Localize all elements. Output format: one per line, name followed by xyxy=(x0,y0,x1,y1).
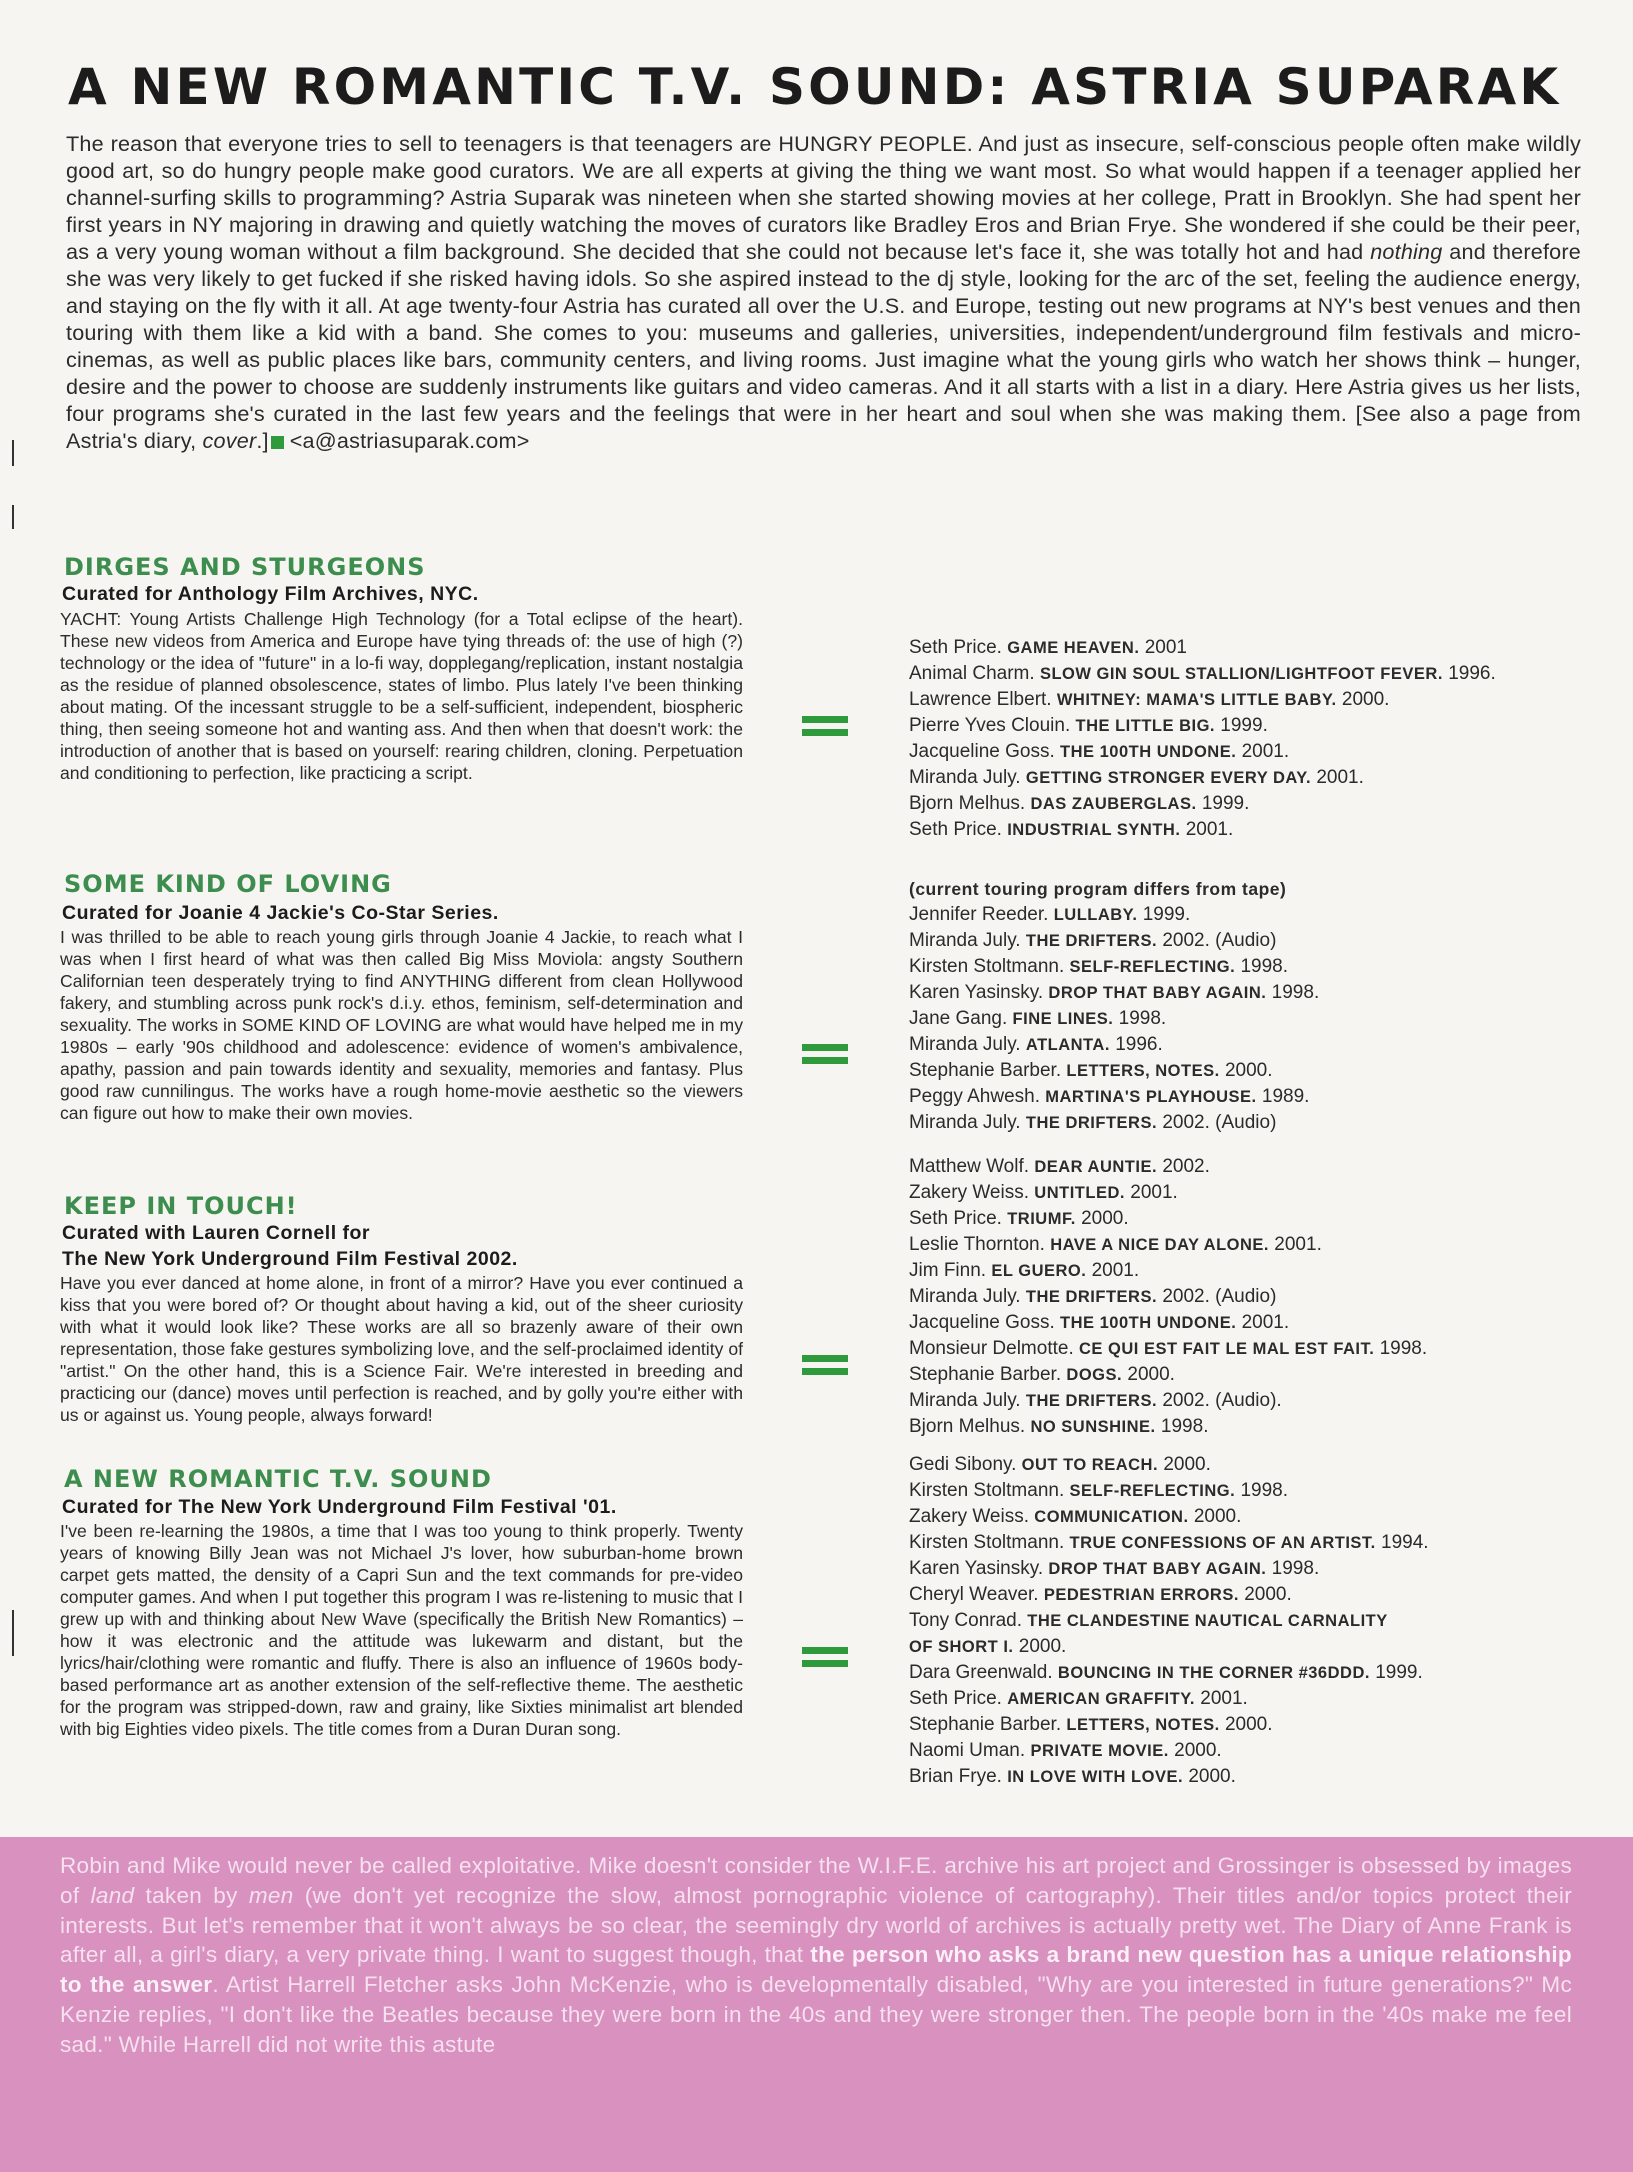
list-item: Miranda July. THE DRIFTERS. 2002. (Audio). xyxy=(909,1390,1282,1411)
list-item: Karen Yasinsky. DROP THAT BABY AGAIN. 1998. xyxy=(909,1558,1320,1579)
list-item: Kirsten Stoltmann. SELF-REFLECTING. 1998. xyxy=(909,956,1289,977)
section-subtitle: Curated with Lauren Cornell for xyxy=(62,1222,371,1244)
intro-emphasis-2: cover xyxy=(202,428,257,453)
list-item: Kirsten Stoltmann. TRUE CONFESSIONS OF AN ARTIST. 1994. xyxy=(909,1532,1429,1553)
list-item: OF SHORT I. 2000. xyxy=(909,1636,1067,1657)
margin-mark xyxy=(12,440,14,466)
list-item: Bjorn Melhus. DAS ZAUBERGLAS. 1999. xyxy=(909,793,1250,814)
list-item: Jacqueline Goss. THE 100TH UNDONE. 2001. xyxy=(909,741,1290,762)
list-note: (current touring program differs from tape) xyxy=(909,879,1287,899)
list-item: Miranda July. THE DRIFTERS. 2002. (Audio) xyxy=(909,930,1277,951)
footer-pink-band xyxy=(0,1837,1633,2172)
intro-emphasis-1: nothing xyxy=(1370,239,1443,264)
list-item: Jane Gang. FINE LINES. 1998. xyxy=(909,1008,1167,1029)
section-title: DIRGES AND STURGEONS xyxy=(64,553,426,581)
section-body: YACHT: Young Artists Challenge High Technology (for a Total eclipse of the heart). These new videos from America and Europe have tying threads of: the use of high (?) technology or the idea of "future" in a lo-fi way, dopplegang/replication, instant nostalgia as the residue of planned obsolescence, states of limbo. Plus lately I've been thinking about mating. Of the incessant struggle to be a self-sufficient, independent, biospheric thing, then seeing someone hot and wanting ass. And then when that doesn't work: the introduction of another that is based on yourself: rearing children, cloning. Perpetuation and conditioning to perfection, like practicing a script. xyxy=(60,609,743,783)
margin-mark xyxy=(12,505,14,529)
list-item: Seth Price. INDUSTRIAL SYNTH. 2001. xyxy=(909,819,1234,840)
list-item: Matthew Wolf. DEAR AUNTIE. 2002. xyxy=(909,1156,1210,1177)
list-item: Cheryl Weaver. PEDESTRIAN ERRORS. 2000. xyxy=(909,1584,1292,1605)
section-subtitle: Curated for The New York Underground Film Festival '01. xyxy=(62,1496,617,1518)
list-item: Pierre Yves Clouin. THE LITTLE BIG. 1999. xyxy=(909,715,1268,736)
list-item: Zakery Weiss. UNTITLED. 2001. xyxy=(909,1182,1178,1203)
equals-icon xyxy=(802,1044,848,1070)
section-title: SOME KIND OF LOVING xyxy=(64,870,392,898)
list-item: Miranda July. ATLANTA. 1996. xyxy=(909,1034,1163,1055)
list-item: Gedi Sibony. OUT TO REACH. 2000. xyxy=(909,1454,1211,1475)
program-list xyxy=(909,635,1609,843)
intro-paragraph xyxy=(66,130,1581,454)
square-bullet-icon xyxy=(271,436,284,449)
program-list xyxy=(909,1452,1609,1790)
list-item: Seth Price. AMERICAN GRAFFITY. 2001. xyxy=(909,1688,1248,1709)
section-subtitle: Curated for Joanie 4 Jackie's Co-Star Series. xyxy=(62,902,499,924)
equals-icon xyxy=(802,1355,848,1381)
program-list xyxy=(909,1154,1609,1440)
list-item: Animal Charm. SLOW GIN SOUL STALLION/LIGHTFOOT FEVER. 1996. xyxy=(909,663,1496,684)
intro-text-1: The reason that everyone tries to sell to teenagers is that teenagers are HUNGRY PEOPLE. And just as insecure, self-conscious people often make wildly good art, so do hungry people make good curators. We are all experts at giving the thing we want most. So what would happen if a teenager applied her channel-surfing skills to programming? Astria Suparak was nineteen when she started showing movies at her college, Pratt in Brooklyn. She had spent her first years in NY majoring in drawing and quietly watching the moves of curators like Bradley Eros and Brian Frye. She wondered if she could be their peer, as a very young woman without a film background. She decided that she could not because let's face it, she was totally hot and had xyxy=(66,131,1581,264)
equals-icon xyxy=(802,716,848,742)
list-item: Karen Yasinsky. DROP THAT BABY AGAIN. 1998. xyxy=(909,982,1320,1003)
list-item: Stephanie Barber. DOGS. 2000. xyxy=(909,1364,1175,1385)
list-item: Naomi Uman. PRIVATE MOVIE. 2000. xyxy=(909,1740,1222,1761)
section-subtitle-2: The New York Underground Film Festival 2002. xyxy=(62,1248,518,1270)
email-link[interactable]: <a@astriasuparak.com> xyxy=(289,428,530,453)
list-item: Stephanie Barber. LETTERS, NOTES. 2000. xyxy=(909,1060,1273,1081)
list-item: Miranda July. THE DRIFTERS. 2002. (Audio) xyxy=(909,1286,1277,1307)
list-item: Stephanie Barber. LETTERS, NOTES. 2000. xyxy=(909,1714,1273,1735)
list-item: Seth Price. TRIUMF. 2000. xyxy=(909,1208,1129,1229)
margin-mark xyxy=(12,1610,14,1656)
list-item: Zakery Weiss. COMMUNICATION. 2000. xyxy=(909,1506,1242,1527)
intro-text-3: .] xyxy=(256,428,269,453)
equals-icon xyxy=(802,1647,848,1673)
list-item: Kirsten Stoltmann. SELF-REFLECTING. 1998. xyxy=(909,1480,1289,1501)
section-title: A NEW ROMANTIC T.V. SOUND xyxy=(64,1465,492,1493)
section-title: KEEP IN TOUCH! xyxy=(64,1192,298,1220)
list-item: Lawrence Elbert. WHITNEY: MAMA'S LITTLE BABY. 2000. xyxy=(909,689,1390,710)
intro-text-2: and therefore she was very likely to get fucked if she risked having idols. So she aspired instead to the dj style, looking for the arc of the set, feeling the audience energy, and staying on the fly with it all. At age twenty-four Astria has curated all over the U.S. and Europe, testing out new programs at NY's best venues and then touring with them like a kid with a band. She comes to you: museums and galleries, universities, independent/underground film festivals and micro-cinemas, as well as public places like bars, community centers, and living rooms. Just imagine what the young girls who watch her shows think – hunger, desire and the power to choose are suddenly instruments like guitars and video cameras. And it all starts with a list in a diary. Here Astria gives us her lists, four programs she's curated in the last few years and the feelings that were in her heart and soul when she was making them. [See also a page from Astria's diary, xyxy=(66,239,1581,453)
list-item: Tony Conrad. THE CLANDESTINE NAUTICAL CARNALITY xyxy=(909,1610,1388,1631)
list-item: Dara Greenwald. BOUNCING IN THE CORNER #36DDD. 1999. xyxy=(909,1662,1423,1683)
list-item: Bjorn Melhus. NO SUNSHINE. 1998. xyxy=(909,1416,1209,1437)
section-body: I was thrilled to be able to reach young girls through Joanie 4 Jackie, to reach what I was when I first heard of what was then called Big Miss Moviola: angsty Southern Californian teen desperately trying to find ANYTHING different from clean Hollywood fakery, and stumbling across punk rock's d.i.y. ethos, feminism, self-determination and sexuality. The works in SOME KIND OF LOVING are what would have helped me in my 1980s – early '90s childhood and adolescence: evidence of women's ambivalence, apathy, passion and pain towards identity and sexuality, memories and fantasy. Plus good raw cunnilingus. The works have a rough home-movie aesthetic so the viewers can figure out how to make their own movies. xyxy=(60,927,743,1123)
list-item: Jacqueline Goss. THE 100TH UNDONE. 2001. xyxy=(909,1312,1290,1333)
list-item: Miranda July. GETTING STRONGER EVERY DAY. 2001. xyxy=(909,767,1364,788)
list-item: Jennifer Reeder. LULLABY. 1999. xyxy=(909,904,1191,925)
program-list xyxy=(909,877,1609,1136)
page-title: A NEW ROMANTIC T.V. SOUND: ASTRIA SUPARAK xyxy=(68,58,1562,116)
list-item: Monsieur Delmotte. CE QUI EST FAIT LE MAL EST FAIT. 1998. xyxy=(909,1338,1428,1359)
list-item: Leslie Thornton. HAVE A NICE DAY ALONE. 2001. xyxy=(909,1234,1322,1255)
section-body: Have you ever danced at home alone, in front of a mirror? Have you ever continued a kiss that you were bored of? Or thought about having a kid, out of the sheer curiosity with what it would look like? These works are all so brazenly aware of their own representation, those fake gestures symbolizing love, and the self-proclaimed identity of "artist." On the other hand, this is a Science Fair. We're interested in breeding and practicing our (dance) moves until perfection is reached, and by golly you're either with us or against us. Young people, always forward! xyxy=(60,1273,743,1425)
section-body: I've been re-learning the 1980s, a time that I was too young to think properly. Twenty years of knowing Billy Jean was not Michael J's lover, how suburban-home brown carpet gets matted, the density of a Capri Sun and the text commands for pre-video computer games. And when I put together this program I was re-listening to music that I grew up with and thinking about New Wave (specifically the British New Romantics) – how it was electronic and the attitude was lukewarm and distant, but the lyrics/hair/clothing were romantic and fluffy. There is also an influence of 1960s body-based performance art as another extension of the self-reflective theme. The aesthetic for the program was stripped-down, raw and grainy, like Sixties minimalist art blended with big Eighties video pixels. The title comes from a Duran Duran song. xyxy=(60,1521,743,1739)
footer-paragraph: Robin and Mike would never be called exploitative. Mike doesn't consider the W.I.F.E. archive his art project and Grossinger is obsessed by images of land taken by men (we don't yet recognize the slow, almost pornographic violence of cartography). Their titles and/or topics protect their interests. But let's remember that it won't always be so clear, the seemingly dry world of archives is actually pretty wet. The Diary of Anne Frank is after all, a girl's diary, a very private thing. I want to suggest though, that the person who asks a brand new question has a unique relationship to the answer. Artist Harrell Fletcher asks John McKenzie, who is developmentally disabled, "Why are you interested in future generations?" Mc Kenzie replies, "I don't like the Beatles because they were born in the 40s and they were stronger then. The people born in the '40s make me feel sad." While Harrell did not write this astute xyxy=(60,1853,1572,2057)
list-item: Seth Price. GAME HEAVEN. 2001 xyxy=(909,637,1187,658)
list-item: Jim Finn. EL GUERO. 2001. xyxy=(909,1260,1140,1281)
list-item: Brian Frye. IN LOVE WITH LOVE. 2000. xyxy=(909,1766,1236,1787)
section-subtitle: Curated for Anthology Film Archives, NYC. xyxy=(62,583,479,605)
list-item: Miranda July. THE DRIFTERS. 2002. (Audio) xyxy=(909,1112,1277,1133)
list-item: Peggy Ahwesh. MARTINA'S PLAYHOUSE. 1989. xyxy=(909,1086,1310,1107)
